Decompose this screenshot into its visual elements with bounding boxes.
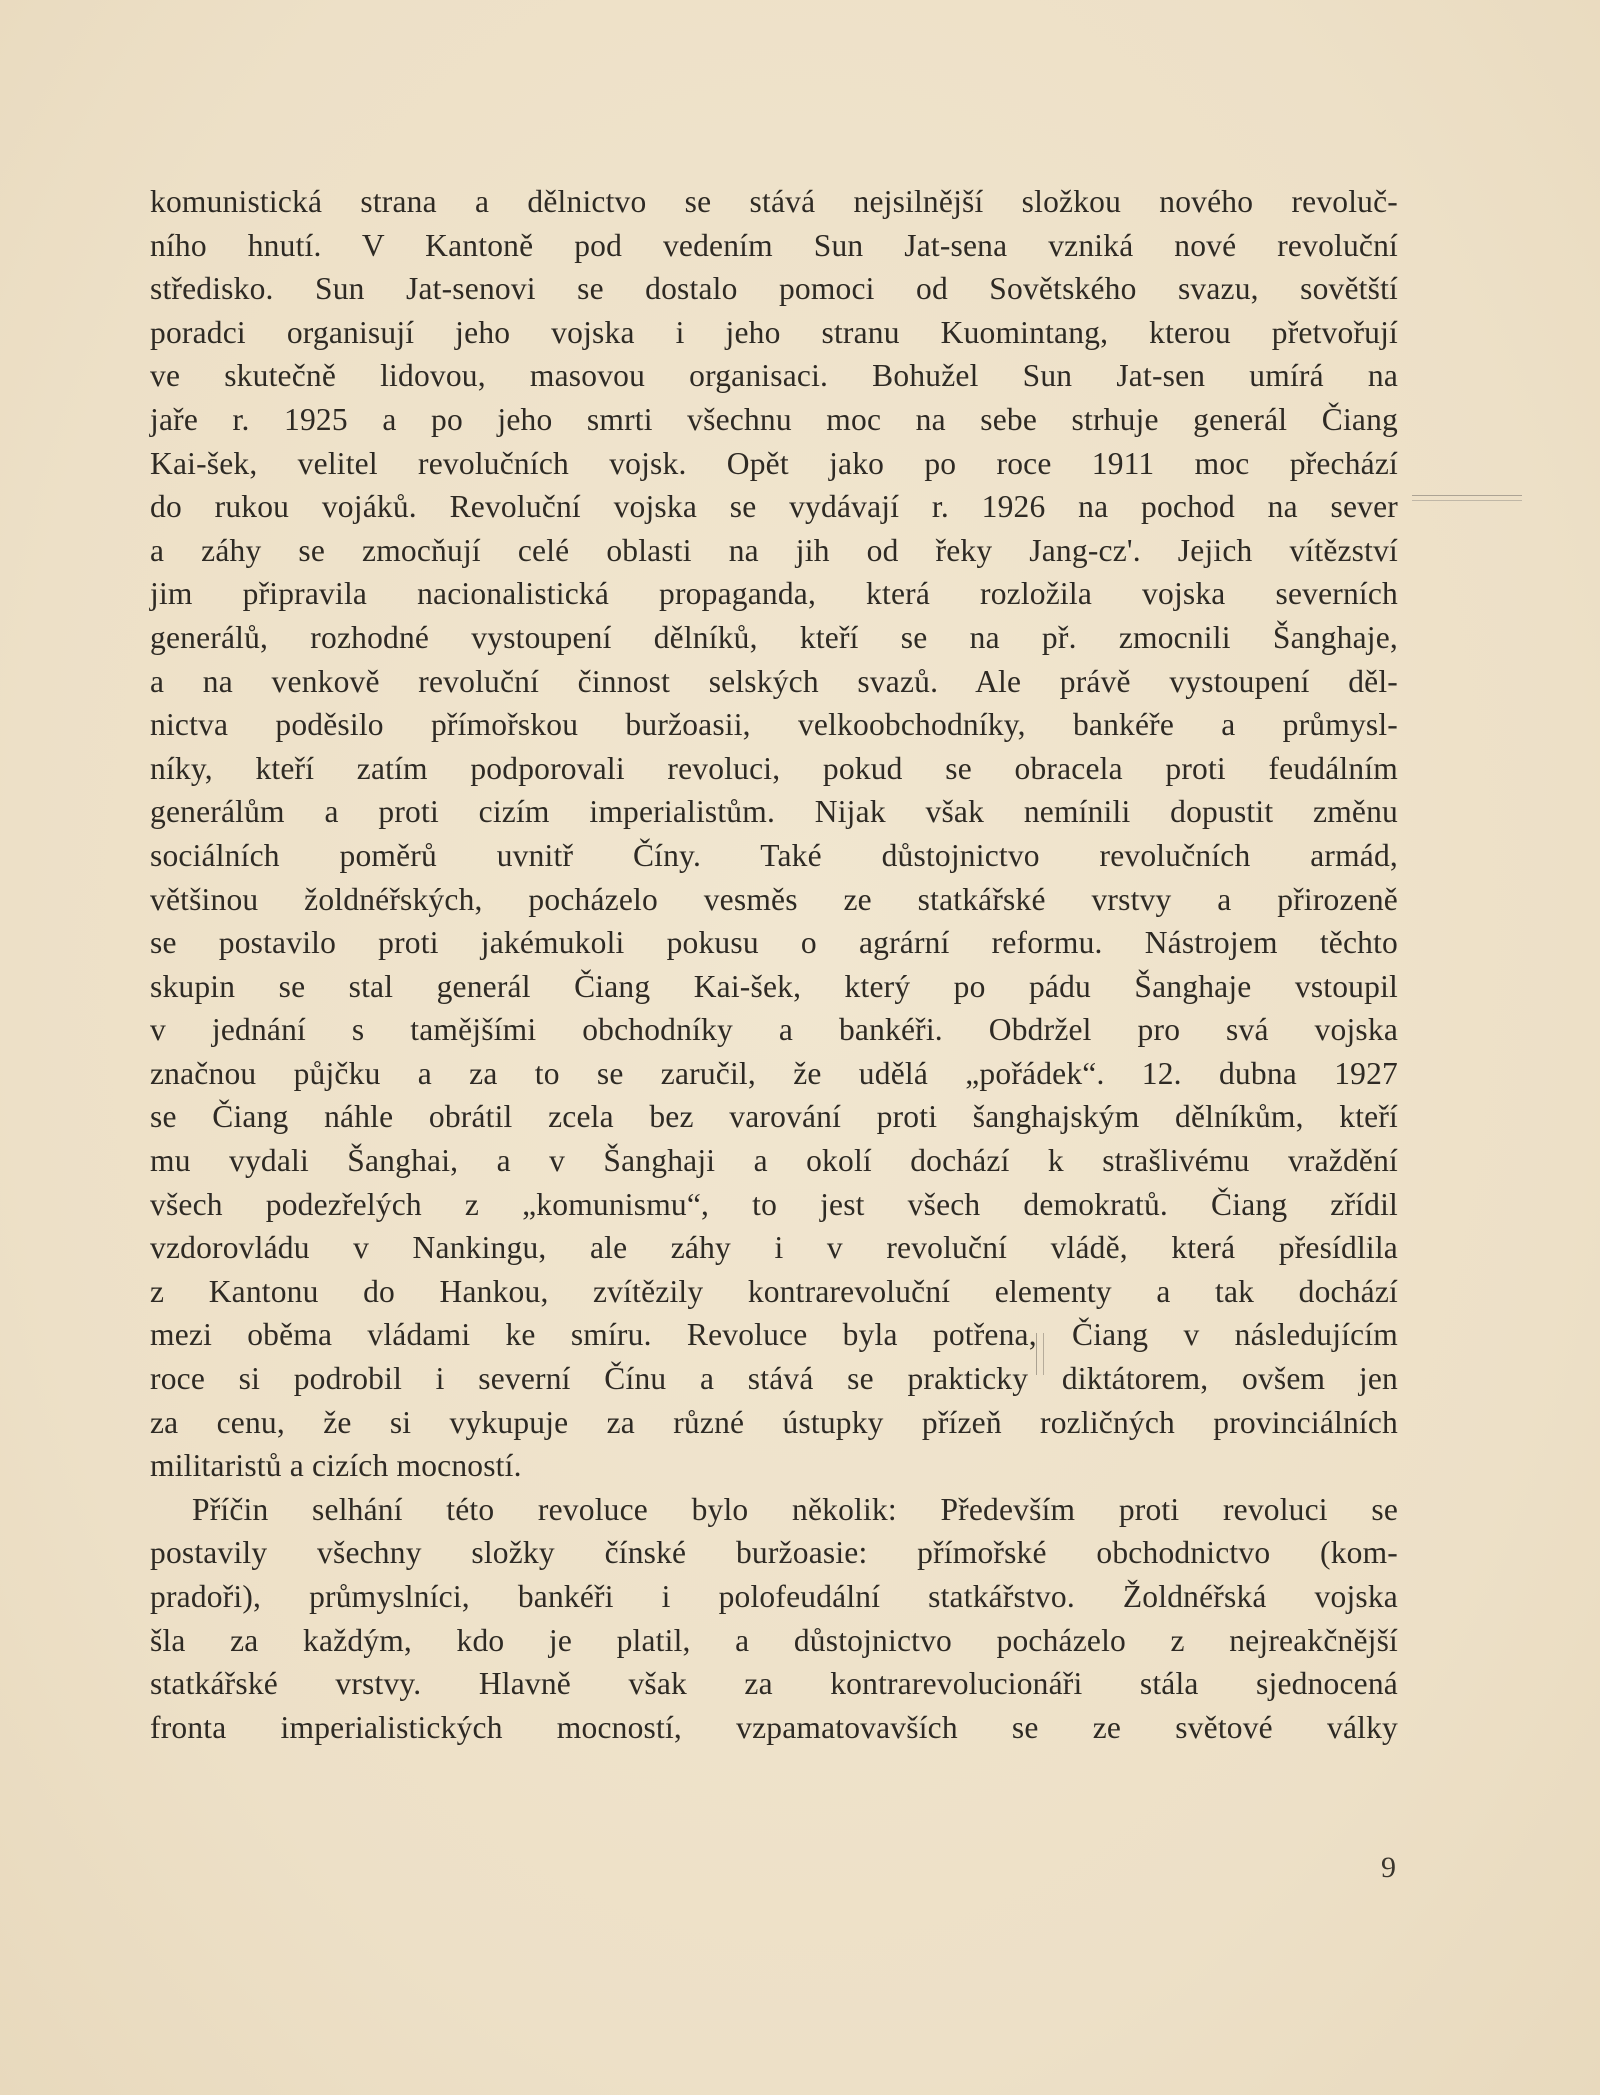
text-line: všech podezřelých z „komunismu“, to jest všech demokratů. Čiang zřídil	[150, 1186, 1398, 1222]
paragraph-end-line: militaristů a cizích mocností.	[150, 1448, 522, 1484]
pencil-correction-mark	[1036, 1333, 1044, 1375]
text-line: většinou žoldnéřských, pocházelo vesměs ze statkářské vrstvy a přirozeně	[150, 881, 1398, 917]
text-line: Kai-šek, velitel revolučních vojsk. Opět jako po roce 1911 moc přechází	[150, 445, 1398, 481]
text-line: generálů, rozhodné vystoupení dělníků, kteří se na př. zmocnili Šanghaje,	[150, 619, 1398, 655]
text-line: šla za každým, kdo je platil, a důstojnictvo pocházelo z nejreakčnější	[150, 1622, 1398, 1658]
text-line: se postavilo proti jakémukoli pokusu o agrární reformu. Nástrojem těchto	[150, 925, 1398, 961]
text-line: níky, kteří zatím podporovali revoluci, pokud se obracela proti feudálním	[150, 750, 1398, 786]
text-line: vzdorovládu v Nankingu, ale záhy i v revoluční vládě, která přesídlila	[150, 1230, 1398, 1266]
text-line: do rukou vojáků. Revoluční vojska se vydávají r. 1926 na pochod na sever	[150, 489, 1398, 525]
text-line: jaře r. 1925 a po jeho smrti všechnu moc na sebe strhuje generál Čiang	[150, 401, 1398, 437]
text-line: za cenu, že si vykupuje za různé ústupky přízeň rozličných provinciálních	[150, 1404, 1398, 1440]
body-text	[150, 180, 1398, 1749]
text-line: mu vydali Šanghai, a v Šanghaji a okolí dochází k strašlivému vraždění	[150, 1143, 1398, 1179]
text-line: z Kantonu do Hankou, zvítězily kontrarevoluční elementy a tak dochází	[150, 1273, 1398, 1309]
text-line: ve skutečně lidovou, masovou organisaci. Bohužel Sun Jat-sen umírá na	[150, 358, 1398, 394]
text-line: statkářské vrstvy. Hlavně však za kontrarevolucionáři stála sjednocená	[150, 1666, 1398, 1702]
pencil-margin-mark	[1412, 495, 1522, 501]
text-line: poradci organisují jeho vojska i jeho stranu Kuomintang, kterou přetvořují	[150, 314, 1398, 350]
text-line: postavily všechny složky čínské buržoasie: přímořské obchodnictvo (kom-	[150, 1535, 1398, 1571]
text-line: komunistická strana a dělnictvo se stává nejsilnější složkou nového revoluč-	[150, 184, 1398, 219]
text-line: fronta imperialistických mocností, vzpamatovavších se ze světové války	[150, 1709, 1398, 1745]
paragraph-start-line: Příčin selhání této revoluce bylo několik: Především proti revoluci se	[192, 1491, 1398, 1527]
text-line: a záhy se zmocňují celé oblasti na jih od řeky Jang-cz'. Jejich vítězství	[150, 532, 1398, 568]
text-line: skupin se stal generál Čiang Kai-šek, který po pádu Šanghaje vstoupil	[150, 968, 1398, 1004]
text-line: v jednání s tamějšími obchodníky a bankéři. Obdržel pro svá vojska	[150, 1012, 1398, 1048]
text-line: roce si podrobil i severní Čínu a stává se prakticky diktátorem, ovšem jen	[150, 1361, 1398, 1397]
text-line: sociálních poměrů uvnitř Číny. Také důstojnictvo revolučních armád,	[150, 837, 1398, 873]
text-line: generálům a proti cizím imperialistům. Nijak však nemínili dopustit změnu	[150, 794, 1398, 830]
page-number: 9	[1381, 1851, 1396, 1884]
text-line: pradoři), průmyslníci, bankéři i polofeudální statkářstvo. Žoldnéřská vojska	[150, 1579, 1398, 1614]
text-line: se Čiang náhle obrátil zcela bez varování proti šanghajským dělníkům, kteří	[150, 1099, 1398, 1135]
text-line: mezi oběma vládami ke smíru. Revoluce byla potřena, Čiang v následujícím	[150, 1317, 1398, 1353]
text-line: a na venkově revoluční činnost selských svazů. Ale právě vystoupení děl-	[150, 663, 1398, 699]
text-line: ního hnutí. V Kantoně pod vedením Sun Jat-sena vzniká nové revoluční	[150, 227, 1398, 263]
text-line: středisko. Sun Jat-senovi se dostalo pomoci od Sovětského svazu, sovětští	[150, 271, 1398, 307]
text-line: jim připravila nacionalistická propaganda, která rozložila vojska severních	[150, 576, 1398, 612]
text-line: nictva poděsilo přímořskou buržoasii, velkoobchodníky, bankéře a průmysl-	[150, 707, 1398, 743]
text-line: značnou půjčku a za to se zaručil, že udělá „pořádek“. 12. dubna 1927	[150, 1055, 1398, 1091]
